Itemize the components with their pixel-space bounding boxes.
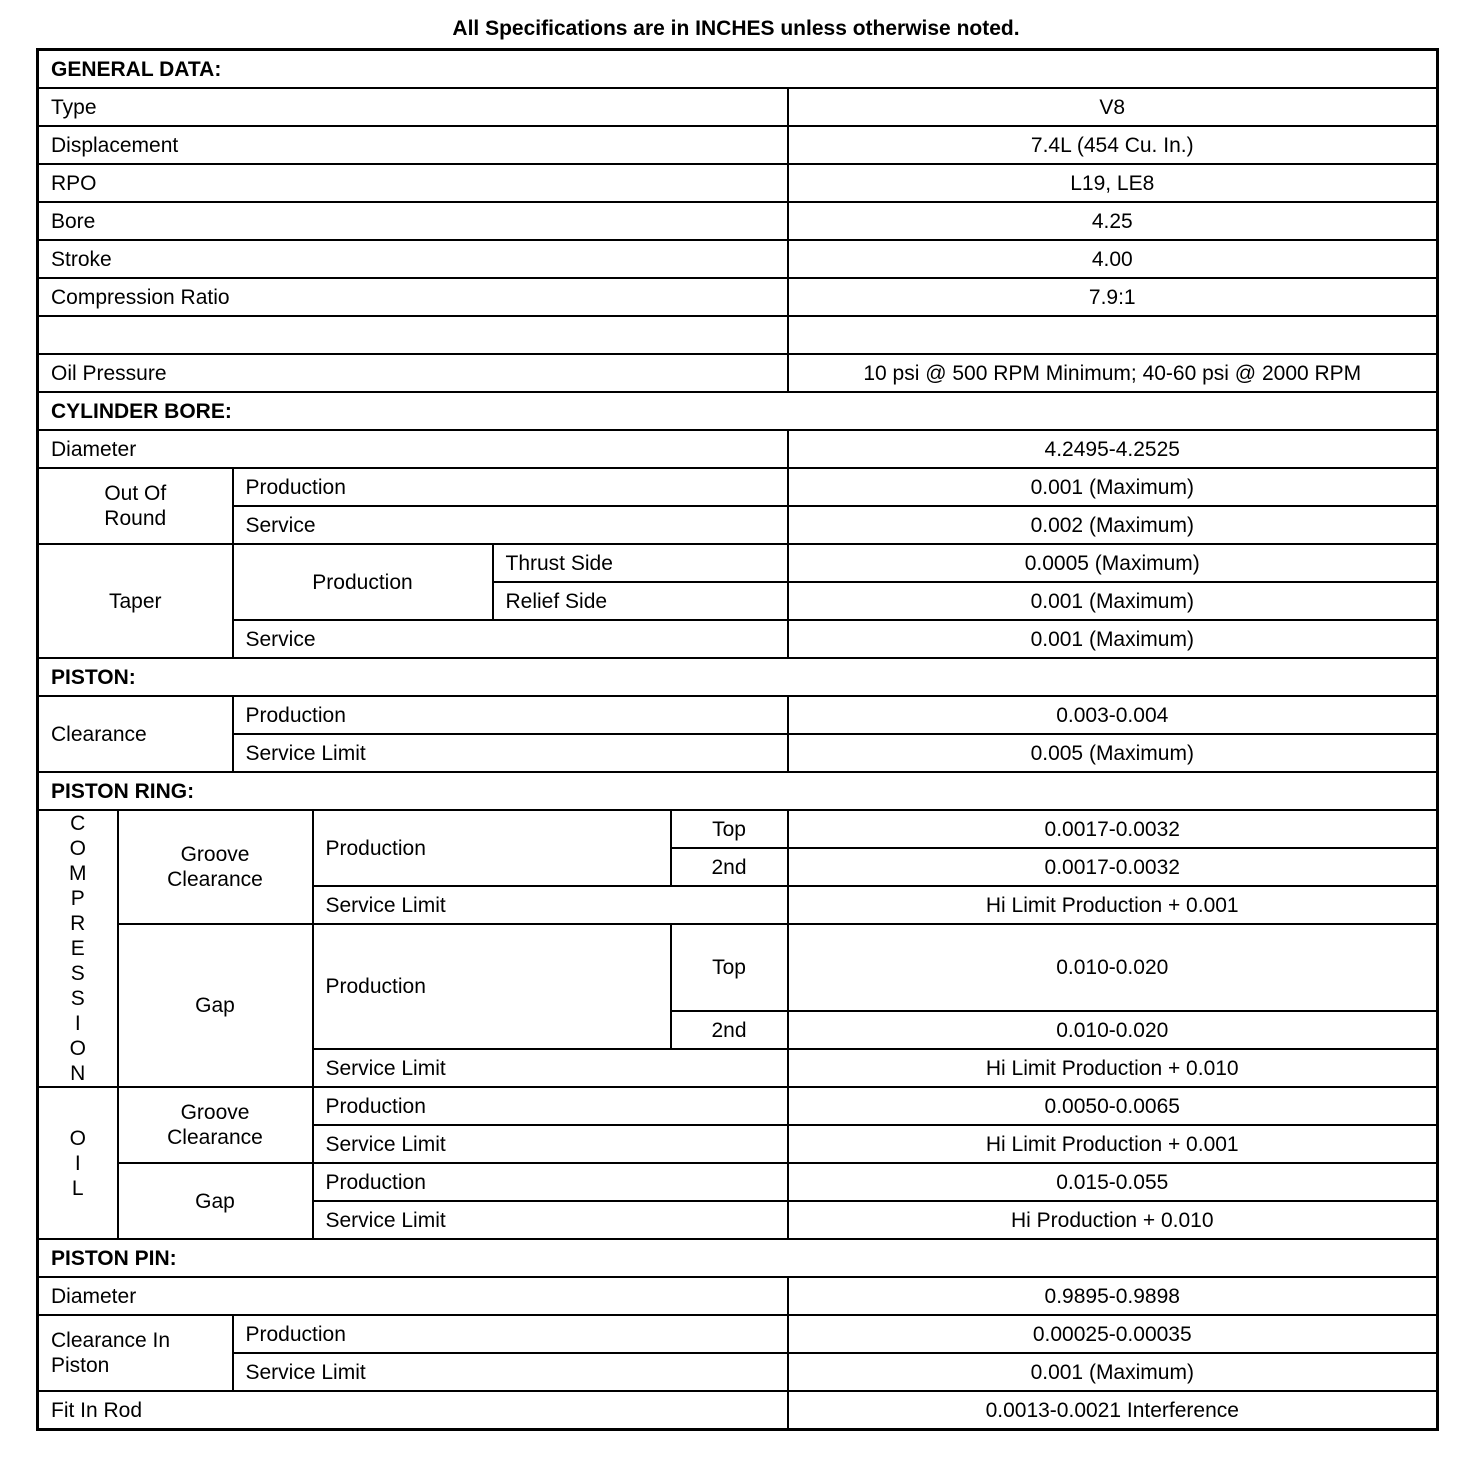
spec-label: Top (671, 810, 788, 848)
section-header-piston (38, 658, 1438, 696)
spec-value: 0.001 (Maximum) (788, 620, 1438, 658)
table-row (38, 1087, 1438, 1125)
empty-cell (788, 316, 1438, 354)
group-label-clearance-in-piston (38, 1315, 233, 1391)
section-title: PISTON RING: (38, 772, 1438, 810)
label-line: Piston (51, 1354, 110, 1377)
table-row (38, 1277, 1438, 1315)
vertical-letter: E (70, 937, 85, 960)
group-label-gap: Gap (118, 924, 313, 1087)
spec-label: Fit In Rod (38, 1391, 788, 1430)
section-header-cylinder-bore (38, 392, 1438, 430)
spec-label: Compression Ratio (38, 278, 788, 316)
spec-value: 0.00025-0.00035 (788, 1315, 1438, 1353)
spec-label: Thrust Side (493, 544, 788, 582)
spec-value: 0.005 (Maximum) (788, 734, 1438, 772)
section-title: CYLINDER BORE: (38, 392, 1438, 430)
table-row (38, 506, 1438, 544)
section-header-general-data (38, 50, 1438, 89)
spec-value: 0.015-0.055 (788, 1163, 1438, 1201)
table-row (38, 1315, 1438, 1353)
vertical-letter: O (69, 1126, 86, 1150)
spec-label: Service (233, 506, 788, 544)
spec-label: Production (313, 1163, 788, 1201)
spec-value: 7.9:1 (788, 278, 1438, 316)
spec-value: 0.010-0.020 (788, 1011, 1438, 1049)
spec-value: 0.9895-0.9898 (788, 1277, 1438, 1315)
group-label-taper: Taper (38, 544, 233, 658)
section-header-piston-pin (38, 1239, 1438, 1277)
table-row (38, 1391, 1438, 1430)
vertical-letter: N (70, 1062, 86, 1085)
vertical-letter: C (70, 812, 86, 835)
sub-group-label-production: Production (313, 924, 671, 1049)
table-row (38, 354, 1438, 392)
spec-label: Service (233, 620, 788, 658)
sub-group-label-production: Production (313, 810, 671, 886)
group-label-groove-clearance (118, 810, 313, 924)
spec-label: Oil Pressure (38, 354, 788, 392)
vertical-letter: O (69, 837, 86, 860)
section-title: PISTON PIN: (38, 1239, 1438, 1277)
spec-label: Service Limit (233, 1353, 788, 1391)
vertical-label-oil (38, 1087, 118, 1239)
label-line: Round (104, 507, 167, 530)
spec-label: Production (233, 1315, 788, 1353)
vertical-letter: S (70, 962, 85, 985)
page-caption: All Specifications are in INCHES unless otherwise noted. (452, 17, 1020, 40)
spec-label: RPO (38, 164, 788, 202)
group-label-out-of-round (38, 468, 233, 544)
spec-value: 4.00 (788, 240, 1438, 278)
spec-value: 4.2495-4.2525 (788, 430, 1438, 468)
spec-value: 0.0005 (Maximum) (788, 544, 1438, 582)
empty-cell (38, 316, 788, 354)
table-row (38, 734, 1438, 772)
table-row (38, 88, 1438, 126)
table-row (38, 544, 1438, 582)
spec-value: Hi Limit Production + 0.010 (788, 1049, 1438, 1087)
section-title: GENERAL DATA: (38, 50, 1438, 89)
spec-value: 0.0017-0.0032 (788, 848, 1438, 886)
spec-value: 0.010-0.020 (788, 924, 1438, 1011)
spec-label: Service Limit (313, 1049, 788, 1087)
label-line: Groove (180, 843, 250, 866)
spec-label: Diameter (38, 1277, 788, 1315)
spec-value: 0.003-0.004 (788, 696, 1438, 734)
section-title: PISTON: (38, 658, 1438, 696)
table-row (38, 620, 1438, 658)
empty-row (38, 316, 1438, 354)
spec-label: Service Limit (313, 886, 788, 924)
vertical-letter: I (74, 1012, 81, 1035)
vertical-letter: O (69, 1037, 86, 1060)
label-line: Clearance In (51, 1329, 171, 1352)
table-row (38, 468, 1438, 506)
spec-value: 0.0050-0.0065 (788, 1087, 1438, 1125)
spec-value: 7.4L (454 Cu. In.) (788, 126, 1438, 164)
vertical-label-compression (38, 810, 118, 1087)
group-label-gap: Gap (118, 1163, 313, 1239)
spec-label: Bore (38, 202, 788, 240)
spec-value: V8 (788, 88, 1438, 126)
spec-label: Production (233, 468, 788, 506)
spec-value: 0.001 (Maximum) (788, 582, 1438, 620)
label-line: Out Of (104, 482, 167, 505)
table-row (38, 810, 1438, 848)
spec-value: Hi Production + 0.010 (788, 1201, 1438, 1239)
table-row (38, 202, 1438, 240)
sub-group-label-production: Production (233, 544, 493, 620)
spec-value: 0.001 (Maximum) (788, 468, 1438, 506)
section-header-piston-ring (38, 772, 1438, 810)
vertical-letter: M (69, 862, 87, 885)
spec-label: Service Limit (313, 1201, 788, 1239)
spec-value: 10 psi @ 500 RPM Minimum; 40-60 psi @ 2000 RPM (788, 354, 1438, 392)
spec-label: Relief Side (493, 582, 788, 620)
table-row (38, 1163, 1438, 1201)
spec-label: Service Limit (233, 734, 788, 772)
spec-label: Service Limit (313, 1125, 788, 1163)
spec-value: Hi Limit Production + 0.001 (788, 886, 1438, 924)
vertical-letter: S (70, 987, 85, 1010)
table-row (38, 278, 1438, 316)
table-row (38, 164, 1438, 202)
specifications-table (36, 48, 1439, 1431)
spec-value: 0.002 (Maximum) (788, 506, 1438, 544)
vertical-letter: P (70, 887, 85, 910)
spec-label: Type (38, 88, 788, 126)
table-row (38, 1353, 1438, 1391)
table-row (38, 430, 1438, 468)
spec-label: 2nd (671, 1011, 788, 1049)
group-label-clearance: Clearance (38, 696, 233, 772)
label-line: Clearance (167, 868, 263, 891)
spec-label: Top (671, 924, 788, 1011)
spec-value: 0.0013-0.0021 Interference (788, 1391, 1438, 1430)
spec-label: 2nd (671, 848, 788, 886)
label-line: Groove (180, 1101, 250, 1124)
spec-label: Production (233, 696, 788, 734)
spec-label: Diameter (38, 430, 788, 468)
table-row (38, 924, 1438, 1011)
table-row (38, 126, 1438, 164)
table-row (38, 696, 1438, 734)
vertical-letter: R (70, 912, 86, 935)
vertical-letter: I (74, 1151, 81, 1175)
group-label-groove-clearance (118, 1087, 313, 1163)
spec-value: L19, LE8 (788, 164, 1438, 202)
spec-value: 4.25 (788, 202, 1438, 240)
spec-label: Displacement (38, 126, 788, 164)
table-row (38, 240, 1438, 278)
spec-value: Hi Limit Production + 0.001 (788, 1125, 1438, 1163)
spec-value: 0.001 (Maximum) (788, 1353, 1438, 1391)
spec-label: Stroke (38, 240, 788, 278)
spec-value: 0.0017-0.0032 (788, 810, 1438, 848)
vertical-letter: L (71, 1176, 84, 1200)
label-line: Clearance (167, 1126, 263, 1149)
spec-label: Production (313, 1087, 788, 1125)
